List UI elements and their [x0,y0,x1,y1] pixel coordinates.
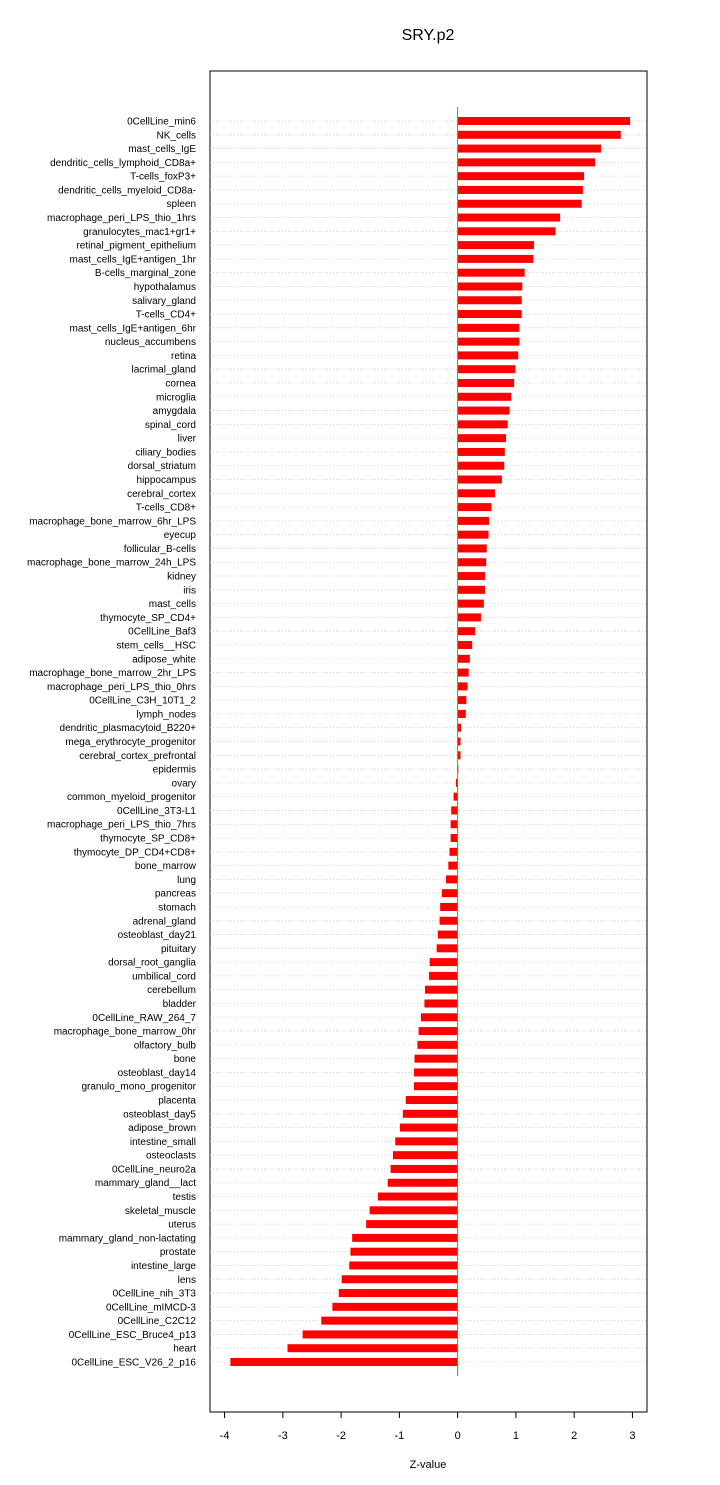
bar [446,875,458,883]
bar [458,641,473,649]
category-label: bone_marrow [134,861,196,873]
bar [458,476,502,484]
category-label: ovary [171,778,196,790]
x-tick-label: 3 [629,1430,636,1442]
category-label: umbilical_cord [132,971,196,983]
category-label: macrophage_bone_marrow_24h_LPS [26,557,196,569]
bar [458,227,556,235]
category-label: salivary_gland [132,295,196,307]
bar [458,255,534,263]
category-label: T-cells_foxP3+ [130,171,196,183]
category-label: intestine_small [129,1136,196,1148]
bar [366,1220,457,1228]
category-label: uterus [168,1219,196,1231]
bar [458,682,468,690]
bar [458,172,584,180]
bar [421,1013,458,1021]
bar [419,1027,458,1035]
category-label: dorsal_striatum [127,461,196,473]
bar [458,241,534,249]
bar [458,696,467,704]
category-label: lens [177,1274,196,1286]
category-label: mammary_gland_non-lactating [58,1233,196,1245]
category-label: macrophage_peri_LPS_thio_7hrs [47,819,196,831]
bar [400,1124,458,1132]
bar [458,544,487,552]
category-label: pancreas [154,888,196,900]
category-label: dendritic_cells_myeloid_CD8a- [58,185,196,197]
bar [287,1344,457,1352]
category-label: osteoblast_day14 [117,1067,196,1079]
bar [458,296,522,304]
category-label: hippocampus [136,475,196,487]
bar [406,1096,458,1104]
category-label: macrophage_bone_marrow_0hr [53,1026,196,1038]
category-label: mast_cells_IgE+antigen_6hr [69,323,196,335]
bar [458,269,525,277]
bar [458,420,508,428]
category-label: ciliary_bodies [135,447,196,459]
bar [425,986,458,994]
bar [458,351,519,359]
bar [458,214,561,222]
bar [350,1248,457,1256]
bar [448,862,457,870]
x-axis-title: Z-value [409,1459,447,1471]
category-label: osteoblast_day21 [117,930,196,942]
category-label: dorsal_root_ganglia [108,957,196,969]
category-label: microglia [155,392,196,404]
bar [458,531,489,539]
category-label: 0CellLine_mIMCD-3 [105,1302,196,1314]
category-label: adipose_brown [128,1123,196,1135]
category-label: cornea [165,378,196,390]
category-label: pituitary [160,943,196,955]
category-label: placenta [158,1095,196,1107]
category-label: intestine_large [130,1260,196,1272]
category-label: macrophage_bone_marrow_6hr_LPS [29,516,196,528]
category-label: hypothalamus [133,281,196,293]
category-label: cerebellum [147,985,196,997]
bar [449,848,457,856]
bar [414,1068,458,1076]
category-label: 0CellLine_RAW_264_7 [92,1012,196,1024]
category-label: lung [177,874,196,886]
category-label: epidermis [152,764,196,776]
category-label: bone [173,1054,196,1066]
category-label: T-cells_CD4+ [135,309,196,321]
category-label: dendritic_plasmacytoid_B220+ [59,723,196,735]
bar [352,1234,457,1242]
bar [424,999,457,1007]
category-label: mast_cells_IgE+antigen_1hr [69,254,196,266]
category-label: prostate [159,1247,196,1259]
category-label: 0CellLine_neuro2a [112,1164,196,1176]
category-label: 0CellLine_ESC_Bruce4_p13 [68,1329,196,1341]
bar [458,407,510,415]
bar [458,200,582,208]
bar [321,1317,457,1325]
category-label: iris [183,585,196,597]
category-label: T-cells_CD8+ [135,502,196,514]
bar [458,117,630,125]
category-label: 0CellLine_3T3-L1 [117,805,196,817]
category-label: mega_erythrocyte_progenitor [65,737,196,748]
category-label: kidney [167,571,196,583]
category-label: osteoblast_day5 [123,1109,196,1121]
category-label: testis [172,1192,196,1204]
category-label: heart [173,1343,196,1355]
bar [388,1179,458,1187]
bar [429,972,458,980]
category-labels [27,117,197,1369]
bar [458,393,512,401]
category-label: granulocytes_mac1+gr1+ [83,226,196,238]
category-label: lymph_nodes [136,709,196,721]
bar [458,310,522,318]
category-label: thymocyte_DP_CD4+CD8+ [73,847,196,859]
bar [415,1055,458,1063]
bar [458,282,523,290]
bar [378,1193,458,1201]
category-label: macrophage_peri_LPS_thio_0hrs [47,681,196,693]
category-label: spleen [166,199,196,211]
x-tick-label: 2 [571,1430,578,1442]
bar [458,365,516,373]
bar [403,1110,458,1118]
bar [458,669,469,677]
category-label: 0CellLine_C2C12 [117,1316,196,1328]
bar [458,572,485,580]
bar [349,1261,457,1269]
category-label: 0CellLine_Baf3 [128,626,196,638]
category-label: stem_cells__HSC [116,640,196,652]
category-label: bladder [162,998,196,1010]
category-label: B-cells_marginal_zone [94,268,196,280]
bar [451,834,458,842]
bar [332,1303,457,1311]
category-label: lacrimal_gland [131,364,196,376]
x-tick-label: 1 [512,1430,519,1442]
x-axis [220,1412,636,1442]
category-label: olfactory_bulb [133,1040,196,1052]
x-tick-label: 0 [454,1430,461,1442]
x-tick-label: -3 [277,1430,288,1442]
grid-lines [210,121,647,1362]
category-label: mammary_gland__lact [94,1178,196,1190]
bar [458,586,485,594]
category-label: thymocyte_SP_CD4+ [100,612,196,624]
bar [458,186,583,194]
category-label: skeletal_muscle [124,1205,196,1217]
bar [458,710,466,718]
category-label: dendritic_cells_lymphoid_CD8a+ [50,157,196,169]
category-label: spinal_cord [144,419,196,431]
x-tick-label: -4 [219,1430,230,1442]
x-tick-label: -2 [336,1430,346,1442]
category-label: mast_cells_IgE [128,144,196,156]
bar [339,1289,458,1297]
bar [440,903,457,911]
bar [342,1275,458,1283]
category-label: osteoclasts [145,1150,196,1162]
bar [414,1082,458,1090]
chart-title: SRY.p2 [401,27,455,44]
bar [458,324,520,332]
category-label: granulo_mono_progenitor [81,1081,196,1093]
bar [438,931,458,939]
category-label: macrophage_peri_LPS_thio_1hrs [47,213,196,225]
bar [458,600,484,608]
category-label: amygdala [152,406,196,418]
bar [437,944,458,952]
category-label: adrenal_gland [132,916,196,928]
bar [458,613,481,621]
bar [458,131,621,139]
category-label: cerebral_cortex_prefrontal [79,750,196,762]
bar [458,503,492,511]
bar [395,1137,457,1145]
category-label: eyecup [163,530,196,542]
bar [451,806,457,814]
bar [458,448,505,456]
category-label: NK_cells [156,130,196,142]
bar [458,462,505,470]
bar [393,1151,458,1159]
bar [440,917,458,925]
bar [417,1041,457,1049]
bar [430,958,458,966]
bar [442,889,458,897]
category-label: common_myeloid_progenitor [67,792,196,804]
bar [458,434,506,442]
category-label: nucleus_accumbens [104,337,196,349]
category-label: follicular_B-cells [123,543,196,555]
category-label: thymocyte_SP_CD8+ [100,833,196,845]
bar [451,820,458,828]
category-label: retinal_pigment_epithelium [76,240,196,252]
category-label: 0CellLine_ESC_V26_2_p16 [71,1357,196,1369]
category-label: adipose_white [132,654,196,666]
bar [458,145,601,153]
category-label: mast_cells [148,599,196,611]
category-label: retina [170,350,196,362]
bar [454,793,458,801]
bar [230,1358,457,1366]
category-label: cerebral_cortex [127,488,196,500]
category-label: 0CellLine_min6 [127,116,196,128]
bar [391,1165,458,1173]
bar [458,724,461,732]
bar [458,655,470,663]
bar [458,158,596,166]
bar [458,517,489,525]
bar [458,558,487,566]
category-label: macrophage_bone_marrow_2hr_LPS [29,668,196,680]
category-label: 0CellLine_nih_3T3 [112,1288,196,1300]
bar [458,627,475,635]
category-label: stomach [158,902,196,914]
bar [303,1330,458,1338]
bar [370,1206,458,1214]
bar [458,338,520,346]
bar [458,379,515,387]
category-label: liver [177,433,196,445]
bar [458,489,495,497]
category-label: 0CellLine_C3H_10T1_2 [89,695,196,707]
x-tick-label: -1 [394,1430,405,1442]
